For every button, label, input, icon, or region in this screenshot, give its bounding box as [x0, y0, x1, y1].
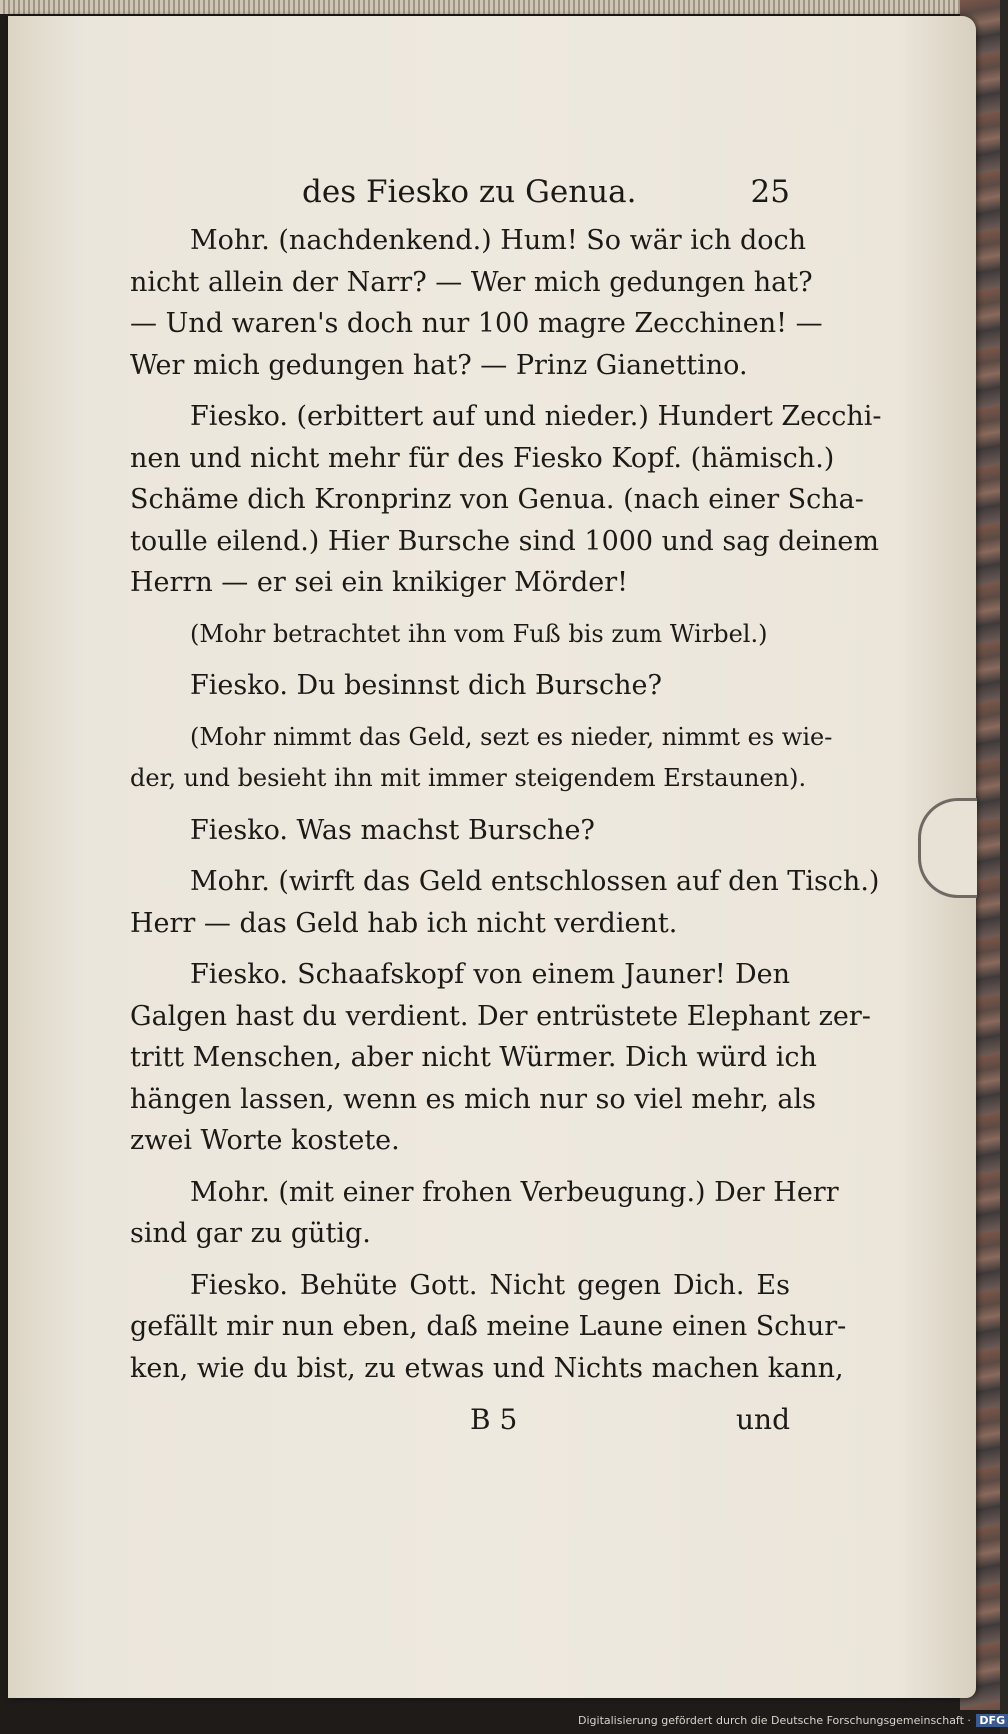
text-line: gefällt mir nun eben, daß meine Laune einen Schur- [130, 1311, 847, 1342]
body-text [130, 220, 882, 1389]
stage-direction [130, 614, 790, 656]
dialogue-paragraph [130, 810, 790, 852]
text-line: (Mohr betrachtet ihn vom Fuß bis zum Wirbel.) [190, 619, 768, 648]
text-line: hängen lassen, wenn es mich nur so viel mehr, als [130, 1083, 816, 1115]
digitization-credit [578, 1714, 1006, 1727]
dialogue-paragraph [130, 861, 880, 944]
page-clip [918, 798, 977, 898]
text-line: ken, wie du bist, zu etwas und Nichts machen kann, [130, 1352, 844, 1384]
catchword: und [736, 1403, 790, 1436]
text-line: Wer mich gedungen hat? — Prinz Gianettino. [130, 349, 748, 381]
text-line: Galgen hast du verdient. Der entrüstete Elephant zer- [130, 1000, 871, 1032]
text-line: sind gar zu gütig. [130, 1218, 371, 1249]
text-line: Schäme dich Kronprinz von Genua. (nach einer Scha- [130, 484, 864, 515]
text-line: Fiesko. Was machst Bursche? [190, 814, 595, 846]
page-header [130, 170, 790, 216]
text-line: Fiesko. Du besinnst dich Bursche? [190, 670, 662, 701]
text-line: nen und nicht mehr für des Fiesko Kopf. (hämisch.) [130, 442, 835, 474]
text-line: toulle eilend.) Hier Bursche sind 1000 und sag deinem [130, 525, 880, 557]
page-footer [130, 1399, 790, 1439]
signature-mark: B 5 [470, 1403, 518, 1436]
dialogue-paragraph [130, 665, 790, 707]
text-line: Fiesko. Schaafskopf von einem Jauner! Den [190, 959, 790, 990]
text-line: Mohr. (nachdenkend.) Hum! So wär ich doch [190, 225, 807, 256]
page-number: 25 [750, 174, 790, 210]
text-line: Herrn — er sei ein knikiger Mörder! [130, 567, 628, 598]
text-line: tritt Menschen, aber nicht Würmer. Dich würd ich [130, 1042, 817, 1073]
credit-text: Digitalisierung gefördert durch die Deutsche Forschungsgemeinschaft · [578, 1714, 971, 1727]
running-head: des Fiesko zu Genua. [302, 174, 637, 210]
text-line: (Mohr nimmt das Geld, sezt es nieder, nimmt es wie- [190, 722, 833, 751]
text-line: Mohr. (wirft das Geld entschlossen auf den Tisch.) [190, 866, 880, 897]
dialogue-paragraph [130, 1172, 839, 1255]
dialogue-paragraph [130, 220, 823, 386]
text-line: zwei Worte kostete. [130, 1125, 400, 1156]
text-line: Mohr. (mit einer frohen Verbeugung.) Der Herr [190, 1176, 839, 1208]
dfg-logo: DFG [976, 1714, 1008, 1727]
page-stack-edge [0, 0, 990, 14]
dialogue-paragraph [130, 396, 882, 604]
stage-direction [130, 717, 833, 800]
text-line: Fiesko. Behüte Gott. Nicht gegen Dich. Es [190, 1269, 790, 1301]
text-line: nicht allein der Narr? — Wer mich gedungen hat? [130, 266, 813, 298]
page-text [130, 170, 882, 1439]
text-line: der, und besieht ihn mit immer steigendem Erstaunen). [130, 764, 807, 792]
text-line: Herr — das Geld hab ich nicht verdient. [130, 907, 678, 939]
text-line: Fiesko. (erbittert auf und nieder.) Hundert Zecchi- [190, 401, 882, 432]
dialogue-paragraph [130, 954, 871, 1162]
text-line: — Und waren's doch nur 100 magre Zecchinen! — [130, 308, 823, 339]
dialogue-paragraph [130, 1265, 847, 1390]
